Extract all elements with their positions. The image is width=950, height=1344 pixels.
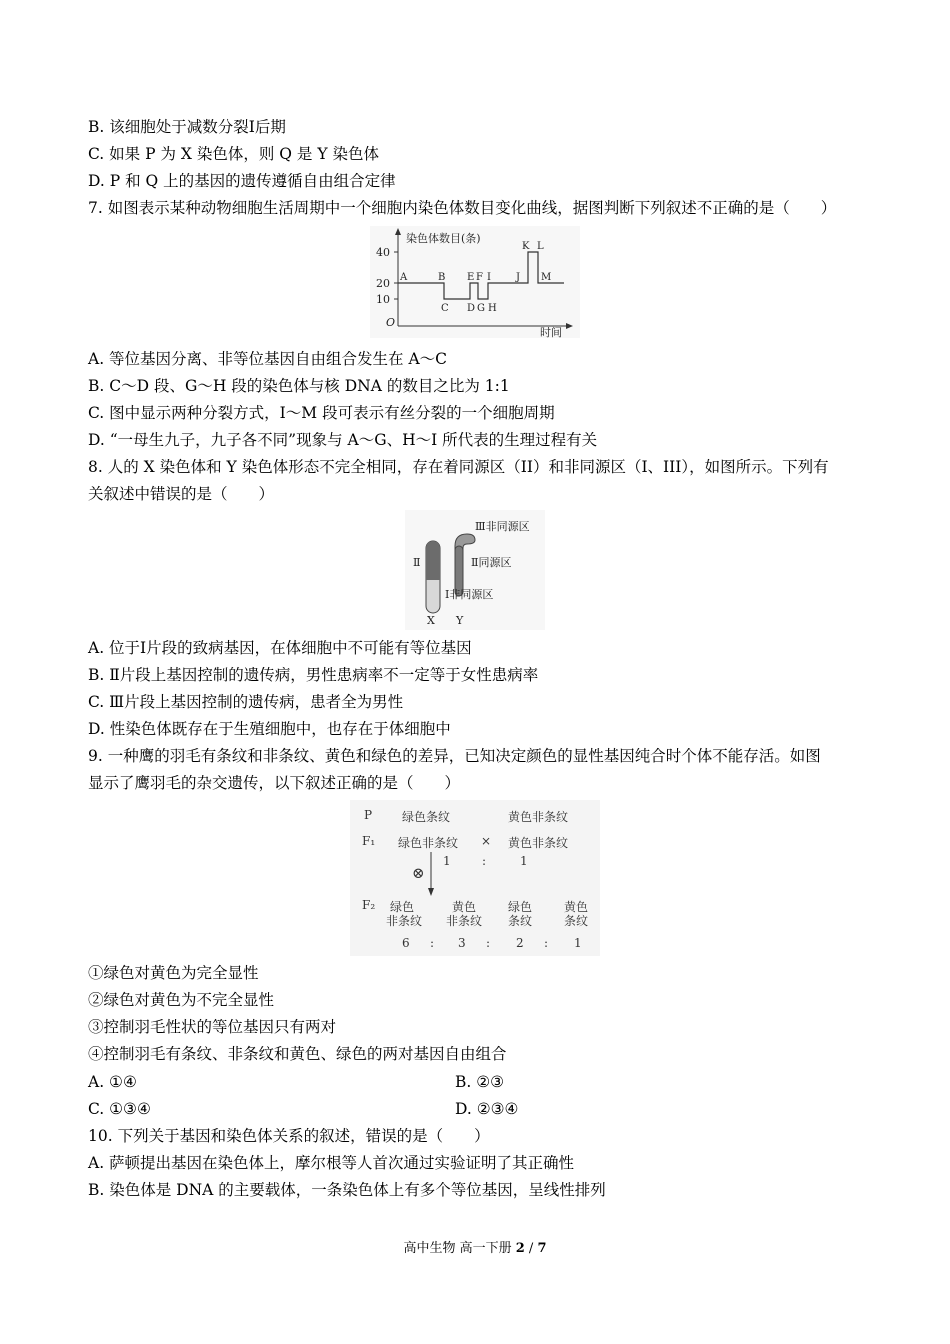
f2-col2-top: 黄色: [452, 900, 477, 914]
point-e: E: [467, 272, 475, 283]
ytick-20: 20: [376, 277, 390, 290]
f2-ratio-2: 3: [458, 936, 466, 950]
q9-option-d: D. ②③④: [455, 1100, 519, 1118]
origin-label: O: [386, 316, 396, 329]
point-m: M: [541, 272, 552, 283]
f2-ratio-3: 2: [516, 936, 524, 950]
point-i: I: [487, 272, 491, 283]
p-parent-right: 黄色非条纹: [508, 810, 569, 824]
f2-col2-bottom: 非条纹: [446, 914, 483, 928]
p-parent-left: 绿色条纹: [402, 810, 451, 824]
q8-stem-line2: 关叙述中错误的是（ ）: [88, 485, 275, 503]
f2-col3-bottom: 条纹: [508, 914, 533, 928]
f2-ratio-colon-1: :: [430, 936, 435, 950]
footer-separator: /: [524, 1241, 538, 1256]
q8-option-c: C. Ⅲ片段上基因控制的遗传病，患者全为男性: [88, 693, 404, 711]
f1-left: 绿色非条纹: [398, 836, 459, 850]
f1-ratio-2: 1: [520, 854, 528, 868]
point-d: D: [467, 303, 476, 314]
q9-statement-4: ④控制羽毛有条纹、非条纹和黄色、绿色的两对基因自由组合: [88, 1045, 507, 1063]
ytick-40: 40: [376, 246, 390, 259]
q7-option-b: B. C～D 段、G～H 段的染色体与核 DNA 的数目之比为 1:1: [88, 377, 510, 395]
chromosome-count-chart: [370, 226, 580, 338]
label-region-i: Ⅰ非同源区: [445, 588, 494, 601]
hawk-cross-diagram: [350, 800, 600, 956]
f2-col4-bottom: 条纹: [564, 914, 589, 928]
point-c: C: [441, 303, 449, 314]
footer-page-total: 7: [537, 1241, 547, 1256]
q8-stem-line1: 8. 人的 X 染色体和 Y 染色体形态不完全相同，存在着同源区（II）和非同源区（I、III），如图所示。下列有: [88, 458, 829, 476]
f2-ratio-colon-2: :: [486, 936, 491, 950]
f2-col3-top: 绿色: [508, 900, 533, 914]
q9-statement-2: ②绿色对黄色为不完全显性: [88, 991, 275, 1009]
point-k: K: [522, 241, 530, 252]
label-region-iii: Ⅲ非同源区: [475, 520, 530, 533]
f1-right: 黄色非条纹: [508, 836, 569, 850]
q7-option-c: C. 图中显示两种分裂方式，I～M 段可表示有丝分裂的一个细胞周期: [88, 404, 555, 422]
point-g: G: [477, 303, 485, 314]
ytick-10: 10: [376, 293, 390, 306]
down-arrow-icon: [426, 852, 436, 896]
q7-stem: 7. 如图表示某种动物细胞生活周期中一个细胞内染色体数目变化曲线，据图判断下列叙述不正确的是（ ）: [88, 199, 837, 217]
p-label: P: [364, 808, 373, 822]
f1-ratio-1: 1: [443, 854, 451, 868]
f2-label: F₂: [362, 898, 376, 912]
label-x: X: [427, 614, 435, 627]
q9-option-c: C. ①③④: [88, 1100, 151, 1118]
point-j: J: [516, 272, 521, 283]
page-footer: [0, 1237, 950, 1256]
point-l: L: [537, 241, 544, 252]
f1-label: F₁: [362, 834, 376, 848]
q8-option-a: A. 位于Ⅰ片段的致病基因，在体细胞中不可能有等位基因: [88, 639, 472, 657]
sex-chromosome-diagram: [405, 510, 545, 630]
q8-option-d: D. 性染色体既存在于生殖细胞中，也存在于体细胞中: [88, 720, 451, 738]
f2-ratio-4: 1: [574, 936, 582, 950]
q7-option-a: A. 等位基因分离、非等位基因自由组合发生在 A～C: [88, 350, 448, 368]
f2-ratio-colon-3: :: [544, 936, 549, 950]
label-region-ii: Ⅱ同源区: [471, 556, 512, 569]
q6-option-d: D. P 和 Q 上的基因的遗传遵循自由组合定律: [88, 172, 396, 190]
f2-col4-top: 黄色: [564, 900, 589, 914]
q10-option-a: A. 萨顿提出基因在染色体上，摩尔根等人首次通过实验证明了其正确性: [88, 1154, 575, 1172]
point-f: F: [476, 272, 483, 283]
q9-statement-3: ③控制羽毛性状的等位基因只有两对: [88, 1018, 337, 1036]
q9-option-b: B. ②③: [455, 1073, 505, 1091]
f2-ratio-1: 6: [402, 936, 410, 950]
q9-option-a: A. ①④: [88, 1073, 137, 1091]
q8-option-b: B. Ⅱ片段上基因控制的遗传病，男性患病率不一定等于女性患病率: [88, 666, 539, 684]
q9-stem-line2: 显示了鹰羽毛的杂交遗传，以下叙述正确的是（ ）: [88, 774, 461, 792]
footer-subject: 高中生物 高一下册: [403, 1241, 516, 1256]
q10-stem: 10. 下列关于基因和染色体关系的叙述，错误的是（ ）: [88, 1127, 490, 1145]
footer-page-number: 2: [515, 1241, 525, 1256]
point-b: B: [438, 272, 446, 283]
label-region-ii-left: Ⅱ: [413, 556, 421, 569]
f1-ratio-colon: :: [482, 854, 487, 868]
q7-option-d: D. “一母生九子，九子各不同”现象与 A～G、H～I 所代表的生理过程有关: [88, 431, 598, 449]
cross-symbol: ×: [481, 834, 492, 848]
q6-option-b: B. 该细胞处于减数分裂Ⅰ后期: [88, 118, 286, 136]
y-axis-label: 染色体数目(条): [406, 232, 481, 245]
q9-statement-1: ①绿色对黄色为完全显性: [88, 964, 259, 982]
point-h: H: [488, 303, 497, 314]
q6-option-c: C. 如果 P 为 X 染色体，则 Q 是 Y 染色体: [88, 145, 379, 163]
f2-col1-top: 绿色: [390, 900, 415, 914]
selfing-icon: ⊗: [412, 864, 425, 882]
label-y: Y: [456, 614, 464, 627]
f2-col1-bottom: 非条纹: [386, 914, 423, 928]
x-axis-label: 时间: [540, 326, 562, 338]
q10-option-b: B. 染色体是 DNA 的主要载体，一条染色体上有多个等位基因，呈线性排列: [88, 1181, 606, 1199]
q9-stem-line1: 9. 一种鹰的羽毛有条纹和非条纹、黄色和绿色的差异，已知决定颜色的显性基因纯合时个体不能存活。如图: [88, 747, 821, 765]
point-a: A: [400, 272, 408, 283]
